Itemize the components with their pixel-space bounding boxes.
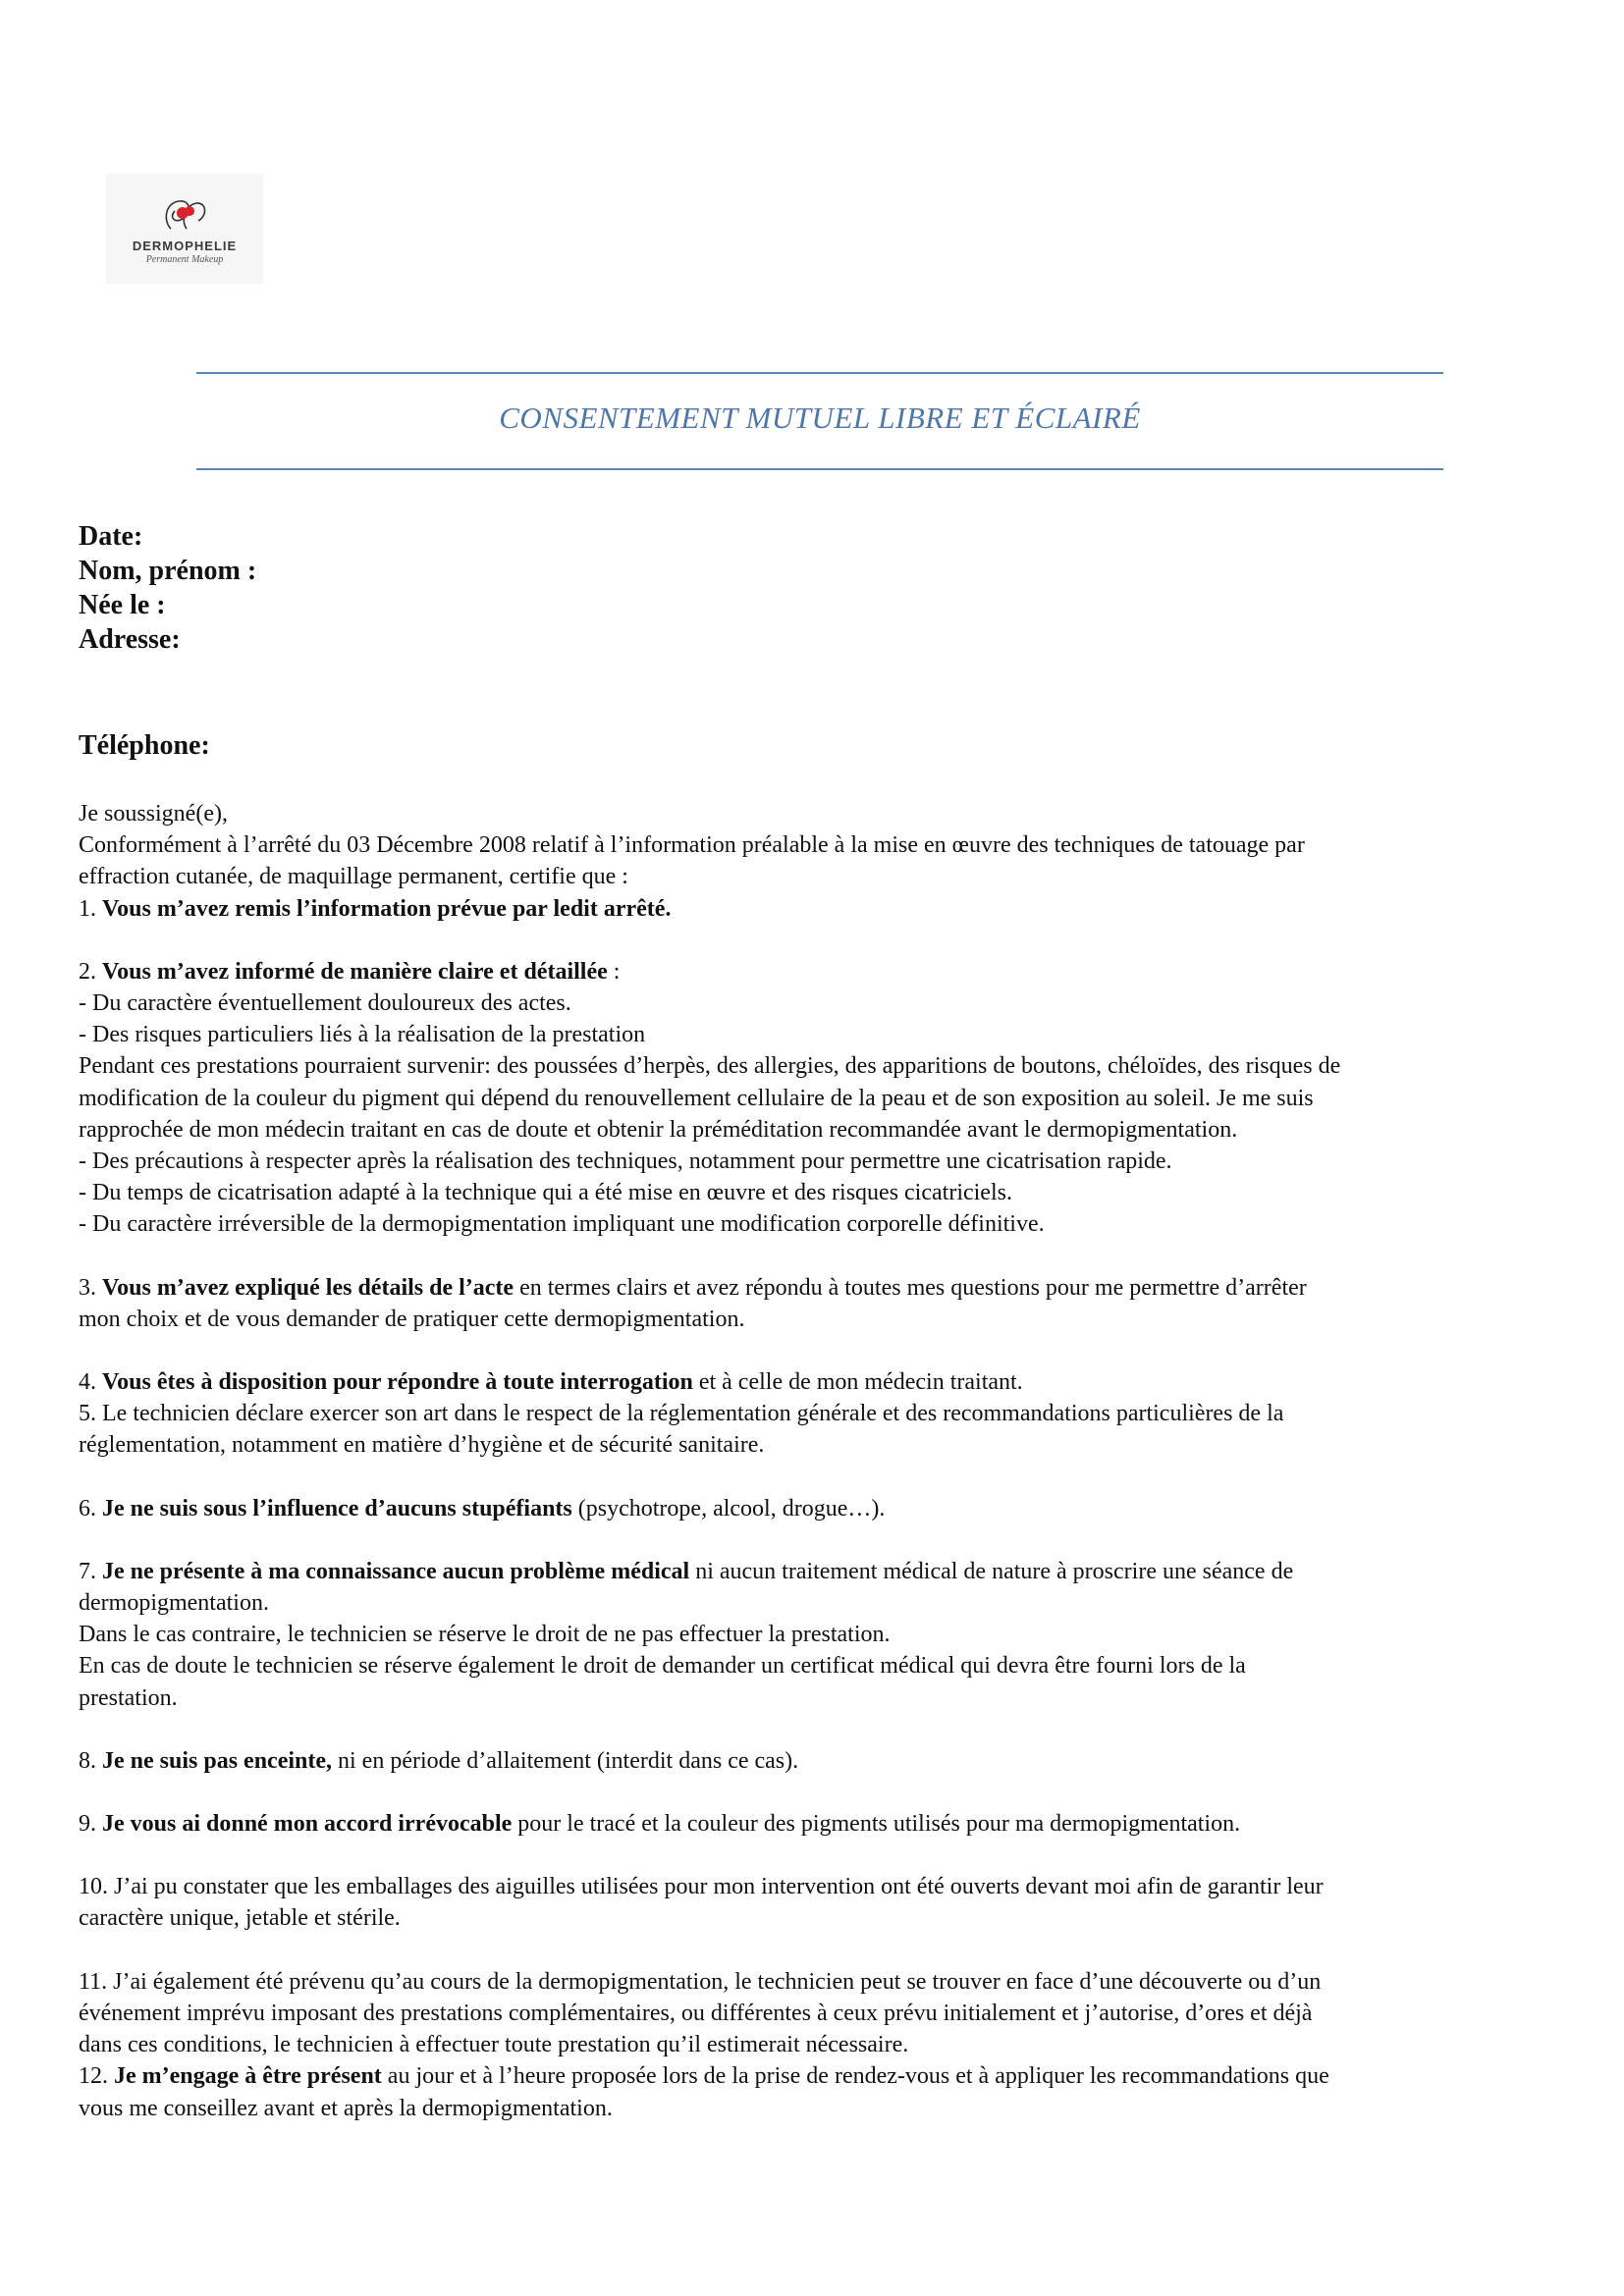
- clause-6: 6. Je ne suis sous l’influence d’aucuns stupéfiants (psychotrope, alcool, drogue…).: [79, 1495, 886, 1522]
- clause-11-line: dans ces conditions, le technicien à effectuer toute prestation qu’il estimerait nécessaire.: [79, 2032, 909, 2058]
- clause-7-line: En cas de doute le technicien se réserve également le droit de demander un certificat médical qui devra être fourni lors de la: [79, 1653, 1246, 1680]
- clause-1: 1. Vous m’avez remis l’information prévue par ledit arrêté.: [79, 895, 672, 922]
- consent-body: [79, 798, 1551, 2124]
- clause-2-line: rapprochée de mon médecin traitant en cas de doute et obtenir la préméditation recommandée avant le dermopigmentation.: [79, 1116, 1238, 1143]
- document-title: CONSENTEMENT MUTUEL LIBRE ET ÉCLAIRÉ: [499, 400, 1141, 435]
- clause-11-line: événement imprévu imposant des prestations complémentaires, ou différentes à ceux prévu initialement et j’autorise, d’ores et déjà: [79, 2000, 1313, 2026]
- intro-line: Conformément à l’arrêté du 03 Décembre 2008 relatif à l’information préalable à la mise en œuvre des techniques de tatouage par: [79, 832, 1305, 859]
- clause-2-line: - Des risques particuliers liés à la réalisation de la prestation: [79, 1022, 646, 1048]
- clause-2-line: - Des précautions à respecter après la réalisation des techniques, notamment pour permettre une cicatrisation rapide.: [79, 1148, 1172, 1175]
- clause-12-line: vous me conseillez avant et après la dermopigmentation.: [79, 2095, 613, 2121]
- logo-monogram-icon: [157, 193, 212, 237]
- clause-9: 9. Je vous ai donné mon accord irrévocable pour le tracé et la couleur des pigments utilisés pour ma dermopigmentation.: [79, 1811, 1241, 1838]
- intro-line: Je soussigné(e),: [79, 801, 228, 827]
- personal-fields: [79, 519, 256, 657]
- clause-4: 4. Vous êtes à disposition pour répondre à toute interrogation et à celle de mon médecin traitant.: [79, 1369, 1023, 1396]
- clause-11: 11. J’ai également été prévenu qu’au cours de la dermopigmentation, le technicien peut se trouver en face d’une découverte ou d’un: [79, 1968, 1322, 1995]
- field-phone: Téléphone:: [79, 730, 210, 761]
- company-logo: [106, 174, 263, 284]
- field-born: Née le :: [79, 590, 166, 620]
- clause-7-line: prestation.: [79, 1684, 178, 1711]
- clause-8: 8. Je ne suis pas enceinte, ni en période d’allaitement (interdit dans ce cas).: [79, 1747, 799, 1774]
- clause-10-line: caractère unique, jetable et stérile.: [79, 1905, 401, 1932]
- clause-7-line: dermopigmentation.: [79, 1590, 269, 1617]
- clause-10: 10. J’ai pu constater que les emballages des aiguilles utilisées pour mon intervention ont été ouverts devant moi afin de garantir leur: [79, 1874, 1324, 1900]
- title-rule-top: [196, 372, 1443, 374]
- clause-5-line: réglementation, notamment en matière d’hygiène et de sécurité sanitaire.: [79, 1432, 765, 1459]
- logo-tagline: Permanent Makeup: [145, 253, 224, 265]
- clause-2-line: - Du caractère éventuellement douloureux des actes.: [79, 990, 571, 1017]
- clause-2-line: Pendant ces prestations pourraient survenir: des poussées d’herpès, des allergies, des apparitions de boutons, chéloïdes, des risques de: [79, 1053, 1341, 1080]
- clause-12: 12. Je m’engage à être présent au jour et à l’heure proposée lors de la prise de rendez-vous et à appliquer les recommandations que: [79, 2063, 1329, 2090]
- clause-2-line: - Du caractère irréversible de la dermopigmentation impliquant une modification corporelle définitive.: [79, 1211, 1045, 1238]
- title-rule-bottom: [196, 468, 1443, 470]
- clause-3: 3. Vous m’avez expliqué les détails de l’acte en termes clairs et avez répondu à toutes mes questions pour me permettre d’arrêter: [79, 1274, 1307, 1301]
- clause-2-line: - Du temps de cicatrisation adapté à la technique qui a été mise en œuvre et des risques cicatriciels.: [79, 1180, 1012, 1206]
- field-date: Date:: [79, 521, 143, 552]
- clause-2: 2. Vous m’avez informé de manière claire et détaillée :: [79, 958, 621, 985]
- clause-5: 5. Le technicien déclare exercer son art dans le respect de la réglementation générale et des recommandations particulières de la: [79, 1401, 1284, 1427]
- field-name: Nom, prénom :: [79, 556, 257, 586]
- clause-7: 7. Je ne présente à ma connaissance aucun problème médical ni aucun traitement médical de nature à proscrire une séance de: [79, 1558, 1294, 1584]
- clause-3-line: mon choix et de vous demander de pratiquer cette dermopigmentation.: [79, 1306, 745, 1332]
- clause-2-line: modification de la couleur du pigment qui dépend du renouvellement cellulaire de la peau et de son exposition au soleil. Je me suis: [79, 1085, 1314, 1111]
- field-address: Adresse:: [79, 624, 181, 655]
- clause-7-line: Dans le cas contraire, le technicien se réserve le droit de ne pas effectuer la prestation.: [79, 1622, 891, 1648]
- intro-line: effraction cutanée, de maquillage permanent, certifie que :: [79, 864, 628, 890]
- logo-brand-name: DERMOPHELIE: [132, 238, 238, 253]
